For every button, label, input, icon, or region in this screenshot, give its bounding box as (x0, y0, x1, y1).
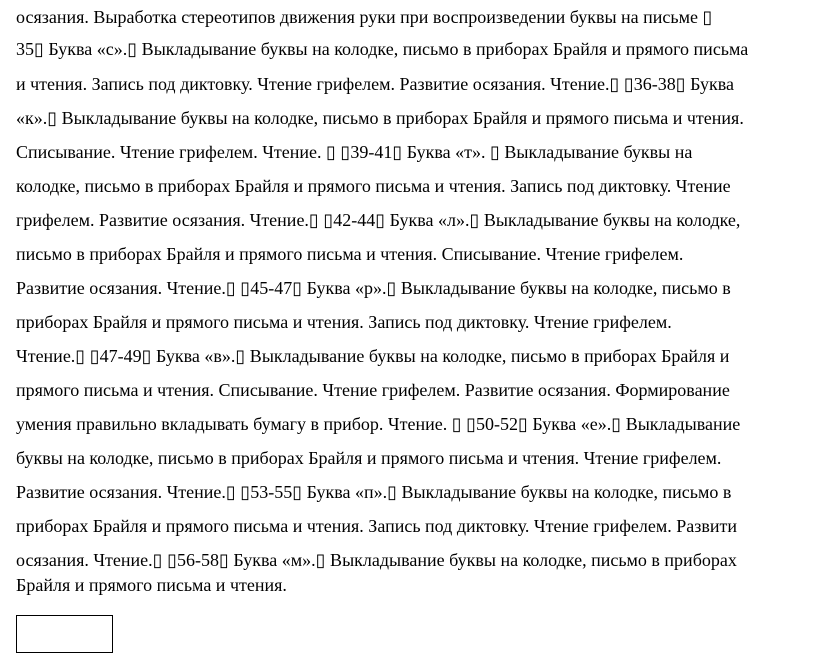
text-line-11: Чтение.▯ ▯47-49▯ Буква «в».▯ Выкладывание буквы на колодке, письмо в приборах Брайля и (16, 346, 730, 366)
text-line-18: Брайля и прямого письма и чтения. (16, 575, 287, 595)
text-line-17: осязания. Чтение.▯ ▯56-58▯ Буква «м».▯ Выкладывание буквы на колодке, письмо в приборах (16, 550, 737, 570)
text-line-12: прямого письма и чтения. Списывание. Чтение грифелем. Развитие осязания. Формирование (16, 380, 730, 400)
text-line-5: Списывание. Чтение грифелем. Чтение. ▯ ▯39-41▯ Буква «т». ▯ Выкладывание буквы на (16, 142, 693, 162)
text-line-8: письмо в приборах Брайля и прямого письма и чтения. Списывание. Чтение грифелем. (16, 244, 684, 264)
text-line-9: Развитие осязания. Чтение.▯ ▯45-47▯ Буква «р».▯ Выкладывание буквы на колодке, письмо в (16, 278, 731, 298)
text-line-3: и чтения. Запись под диктовку. Чтение грифелем. Развитие осязания. Чтение.▯ ▯36-38▯ Буква (16, 74, 735, 94)
text-line-1: осязания. Выработка стереотипов движения руки при воспроизведении буквы на письме ▯ (16, 7, 713, 27)
text-line-14: буквы на колодке, письмо в приборах Брайля и прямого письма и чтения. Чтение грифелем. (16, 448, 722, 468)
text-line-4: «к».▯ Выкладывание буквы на колодке, письмо в приборах Брайля и прямого письма и чтения. (16, 108, 744, 128)
text-line-15: Развитие осязания. Чтение.▯ ▯53-55▯ Буква «п».▯ Выкладывание буквы на колодке, письмо в (16, 482, 732, 502)
document-page (16, 0, 816, 655)
text-line-6: колодке, письмо в приборах Брайля и прямого письма и чтения. Запись под диктовку. Чтение (16, 176, 731, 196)
text-line-2: 35▯ Буква «с».▯ Выкладывание буквы на колодке, письмо в приборах Брайля и прямого письма (16, 39, 749, 59)
empty-frame-box (16, 615, 113, 653)
text-line-7: грифелем. Развитие осязания. Чтение.▯ ▯42-44▯ Буква «л».▯ Выкладывание буквы на колодке, (16, 210, 741, 230)
text-line-16: приборах Брайля и прямого письма и чтения. Запись под диктовку. Чтение грифелем. Развити (16, 516, 738, 536)
text-line-10: приборах Брайля и прямого письма и чтения. Запись под диктовку. Чтение грифелем. (16, 312, 672, 332)
text-line-13: умения правильно вкладывать бумагу в прибор. Чтение. ▯ ▯50-52▯ Буква «е».▯ Выкладывание (16, 414, 741, 434)
